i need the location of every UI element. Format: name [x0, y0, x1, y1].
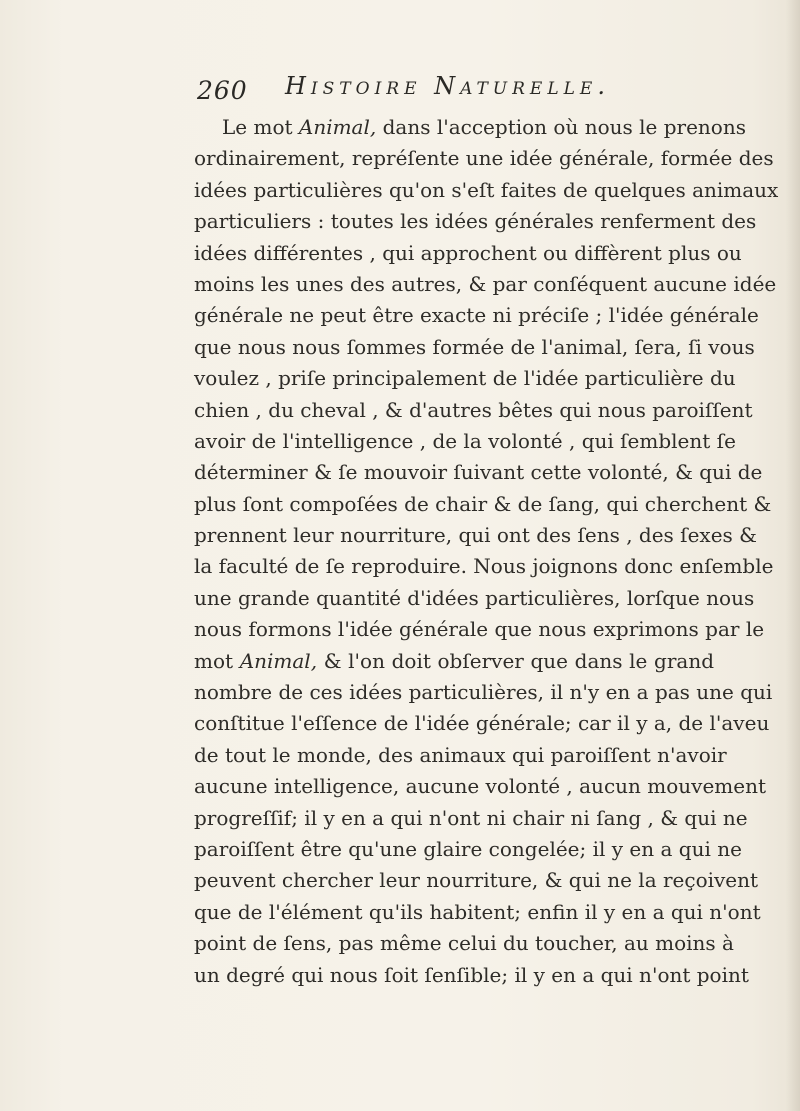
text-line: générale ne peut être exacte ni préciſe ; l'idée générale: [194, 303, 759, 328]
text-line: mot Animal, & l'on doit obſerver que dans le grand: [194, 648, 714, 673]
page-edge-shadow: [786, 0, 800, 1111]
body-text: [194, 112, 779, 991]
text-line: point de ſens, pas même celui du toucher, au moins à: [194, 931, 734, 956]
text-line: chien , du cheval , & d'autres bêtes qui nous paroiſſent: [194, 397, 753, 422]
emphasized-term: Animal,: [239, 648, 318, 673]
text-line: idées différentes , qui approchent ou diffèrent plus ou: [194, 240, 742, 265]
text-line: conſtitue l'eſſence de l'idée générale; car il y a, de l'aveu: [194, 711, 770, 736]
text-line: aucune intelligence, aucune volonté , aucun mouvement: [194, 774, 767, 799]
page-header: [197, 72, 627, 112]
text-line: avoir de l'intelligence , de la volonté , qui ſemblent ſe: [194, 428, 736, 453]
text-line: prennent leur nourriture, qui ont des ſens , des ſexes &: [194, 523, 757, 548]
text-line: paroiſſent être qu'une glaire congelée; il y en a qui ne: [194, 836, 742, 861]
text-line: voulez , priſe principalement de l'idée particulière du: [194, 366, 736, 391]
text-line: que de l'élément qu'ils habitent; enfin il y en a qui n'ont: [194, 899, 761, 924]
text-line: nous formons l'idée générale que nous exprimons par le: [194, 617, 765, 642]
running-title: Histoire Naturelle.: [285, 72, 610, 100]
text-line: la faculté de ſe reproduire. Nous joignons donc enſemble: [194, 554, 774, 579]
text-line: ordinairement, repréſente une idée générale, formée des: [194, 146, 774, 171]
emphasized-term: Animal,: [298, 115, 377, 139]
text-line: un degré qui nous ſoit ſenſible; il y en a qui n'ont point: [194, 962, 749, 987]
text-line: nombre de ces idées particulières, il n'y en a pas une qui: [194, 680, 773, 705]
text-line: peuvent chercher leur nourriture, & qui ne la reçoivent: [194, 868, 759, 893]
text-line: progreſſif; il y en a qui n'ont ni chair ni ſang , & qui ne: [194, 805, 748, 830]
text-line: idées particulières qu'on s'eſt faites de quelques animaux: [194, 177, 779, 202]
text-line: plus ſont compoſées de chair & de ſang, qui cherchent &: [194, 491, 772, 516]
text-line: particuliers : toutes les idées générales renferment des: [194, 209, 757, 234]
text-line: moins les unes des autres, & par conſéquent aucune idée: [194, 271, 777, 296]
text-line: déterminer & ſe mouvoir ſuivant cette volonté, & qui de: [194, 460, 763, 485]
text-line: que nous nous ſommes formée de l'animal, ſera, ſi vous: [194, 334, 755, 359]
text-line: Le mot Animal, dans l'acception où nous le prenons: [222, 115, 746, 139]
text-line: une grande quantité d'idées particulières, lorſque nous: [194, 585, 755, 610]
text-line: de tout le monde, des animaux qui paroiſſent n'avoir: [194, 742, 727, 767]
page-number: 260: [197, 76, 248, 105]
